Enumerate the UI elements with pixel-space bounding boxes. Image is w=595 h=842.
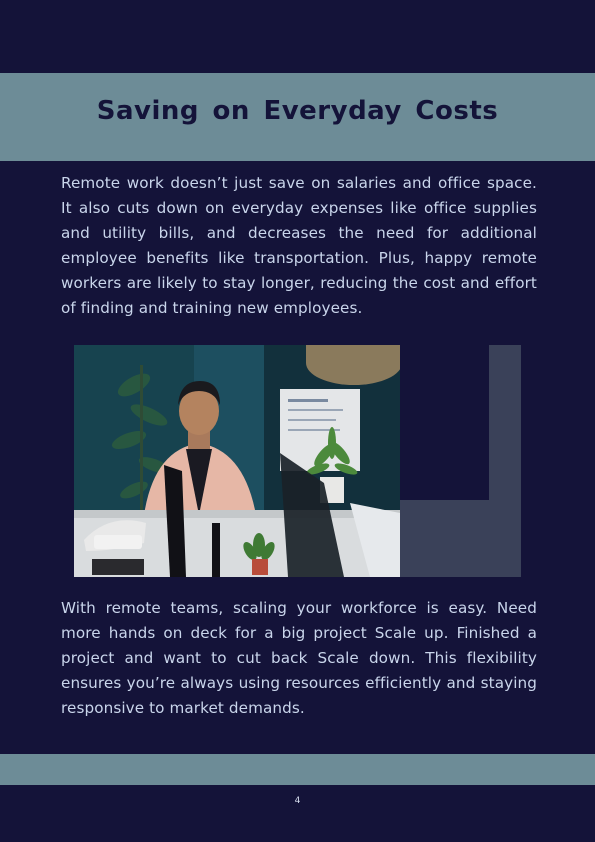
footer-band [0, 754, 595, 785]
page-number: 4 [294, 796, 301, 806]
photo-block [74, 345, 521, 577]
scaling-paragraph: With remote teams, scaling your workforce is easy. Need more hands on deck for a big project Scale up. Finished a project and want to cut back Scale down. This flexibility ensures you’re always using resources efficiently and staying responsive to market demands. [61, 599, 537, 717]
office-worker-photo [74, 345, 400, 577]
page-title: Saving on Everyday Costs [96, 96, 499, 126]
intro-paragraph: Remote work doesn’t just save on salaries and office space. It also cuts down on everyday expenses like office supplies and utility bills, and decreases the need for additional employee benefits like transportation. Plus, happy remote workers are likely to stay longer, reducing the cost and effort of finding and training new employees. [61, 174, 537, 317]
